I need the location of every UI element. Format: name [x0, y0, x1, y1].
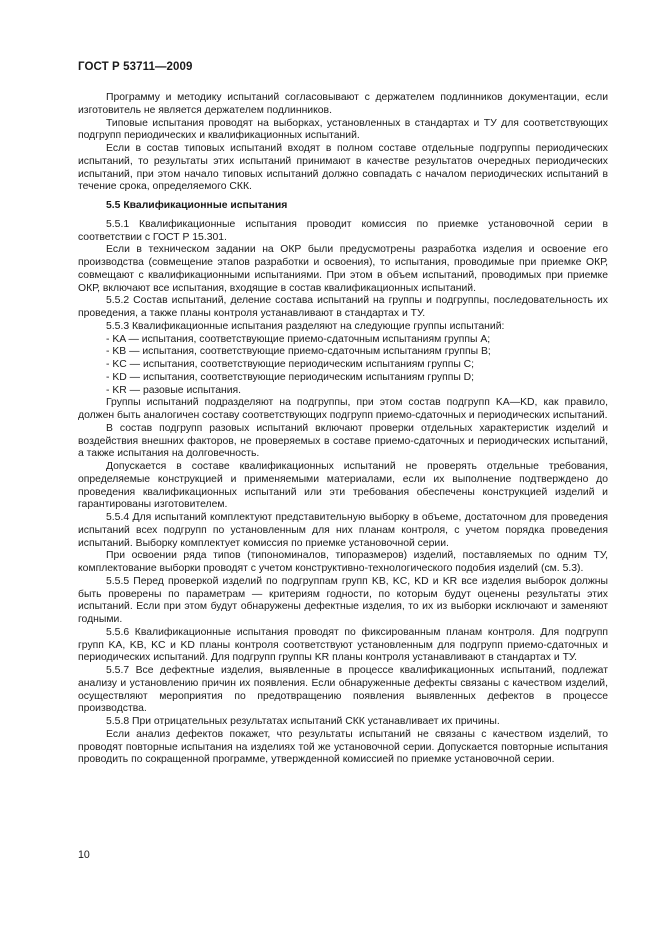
paragraph: Если анализ дефектов покажет, что результаты испытаний не связаны с качеством изделий, то проводят повторные испытания на изделиях той же установочной серии. Допускается повторные испытания проводить по сокращенной программе, утвержденной комиссией по приемке установочной серии. [78, 728, 608, 766]
section-heading: 5.5 Квалификационные испытания [106, 200, 288, 211]
paragraph: Если в состав типовых испытаний входят в полном составе отдельные подгруппы периодических испытаний, то результаты этих испытаний принимают в качестве результатов очередных периодических испытаний, при этом начало типовых испытаний должно совпадать с началом периодических испытаний в течение срока, определяемого СКК. [78, 143, 608, 193]
paragraph: 5.5.7 Все дефектные изделия, выявленные в процессе квалификационных испытаний, подлежат анализу и установлению причин их появления. Если обнаруженные дефекты связаны с качеством изделий, осуществляют мероприятия по предотвращению появления выявленных дефектов в процессе производства. [78, 665, 608, 715]
paragraph: 5.5.2 Состав испытаний, деление состава испытаний на группы и подгруппы, последовательность их проведения, а также планы контроля устанавливают в стандартах и ТУ. [78, 295, 608, 319]
document-header: ГОСТ Р 53711—2009 [78, 61, 193, 73]
paragraph: 5.5.4 Для испытаний комплектуют представительную выборку в объеме, достаточном для проведения испытаний всех подгрупп по установленным для них планам контроля, с учетом порядка проведения испытаний. Выборку комплектует комиссия по приемке установочной серии. [78, 512, 608, 549]
list-item: - KC — испытания, соответствующие периодическим испытаниям группы С; [106, 359, 475, 370]
paragraph: 5.5.3 Квалификационные испытания разделяют на следующие группы испытаний: [106, 320, 505, 332]
paragraph: 5.5.6 Квалификационные испытания проводят по фиксированным планам контроля. Для подгрупп групп KA, KB, KC и KD планы контроля соответствуют установленным для подгрупп приемо-сдаточных и периодических испытаний. Для подгрупп группы KR планы контроля устанавливают в стандартах и ТУ. [78, 626, 608, 664]
paragraph: Программу и методику испытаний согласовывают с держателем подлинников документации, если изготовитель не является держателем подлинников. [78, 92, 608, 116]
paragraph: 5.5.8 При отрицательных результатах испытаний СКК устанавливает их причины. [106, 716, 500, 727]
paragraph: Если в техническом задании на ОКР были предусмотрены разработка изделия и освоение его производства (совмещение этапов разработки и освоения), то испытания, проводимые при приемке ОКР, совмещают с квалификационными испытаниями. При этом в объем испытаний, проводимых при приемке ОКР, включают все испытания, входящие в состав квалификационных испытаний. [78, 244, 608, 294]
page-number: 10 [78, 849, 90, 861]
list-item: - KD — испытания, соответствующие периодическим испытаниям группы D; [106, 371, 475, 383]
list-item: - KR — разовые испытания. [106, 384, 242, 396]
paragraph: Допускается в составе квалификационных испытаний не проверять отдельные требования, определяемые конструкцией и применяемыми материалами, если их выполнение подтверждено до проведения квалификационных испытаний или эти требования обеспечены конструкцией изделий и гарантированы изготовителем. [78, 461, 608, 511]
paragraph: Типовые испытания проводят на выборках, установленных в стандартах и ТУ для соответствующих подгрупп периодических и квалификационных испытаний. [78, 117, 608, 142]
paragraph: При освоении ряда типов (типономиналов, типоразмеров) изделий, поставляемых по одним ТУ, комплектование выборки проводят с учетом конструктивно-технологического подобия изделий (см. 5.3). [78, 550, 608, 574]
list-item: - KB — испытания, соответствующие приемо-сдаточным испытаниям группы В; [106, 346, 491, 358]
paragraph: 5.5.5 Перед проверкой изделий по подгруппам групп KB, KC, KD и KR все изделия выборок должны быть проверены по параметрам — критериям годности, по которым будут оценены результаты этих испытаний. Если при этом будут обнаружены дефектные изделия, то их из выборки исключают и заменяют годными. [78, 575, 608, 625]
paragraph: 5.5.1 Квалификационные испытания проводит комиссия по приемке установочной серии в соответствии с ГОСТ Р 15.301. [78, 218, 608, 243]
document-body [78, 92, 608, 767]
paragraph: Группы испытаний подразделяют на подгруппы, при этом состав подгрупп KA—KD, как правило, должен быть аналогичен составу соответствующих подгрупп приемо-сдаточных и периодических испытаний. [78, 397, 608, 421]
paragraph: В состав подгрупп разовых испытаний включают проверки отдельных характеристик изделий и воздействия внешних факторов, не проверяемых в составе приемо-сдаточных и периодических испытаний, а также испытания на долговечность. [78, 422, 608, 460]
list-item: - KA — испытания, соответствующие приемо-сдаточным испытаниям группы А; [106, 333, 491, 345]
